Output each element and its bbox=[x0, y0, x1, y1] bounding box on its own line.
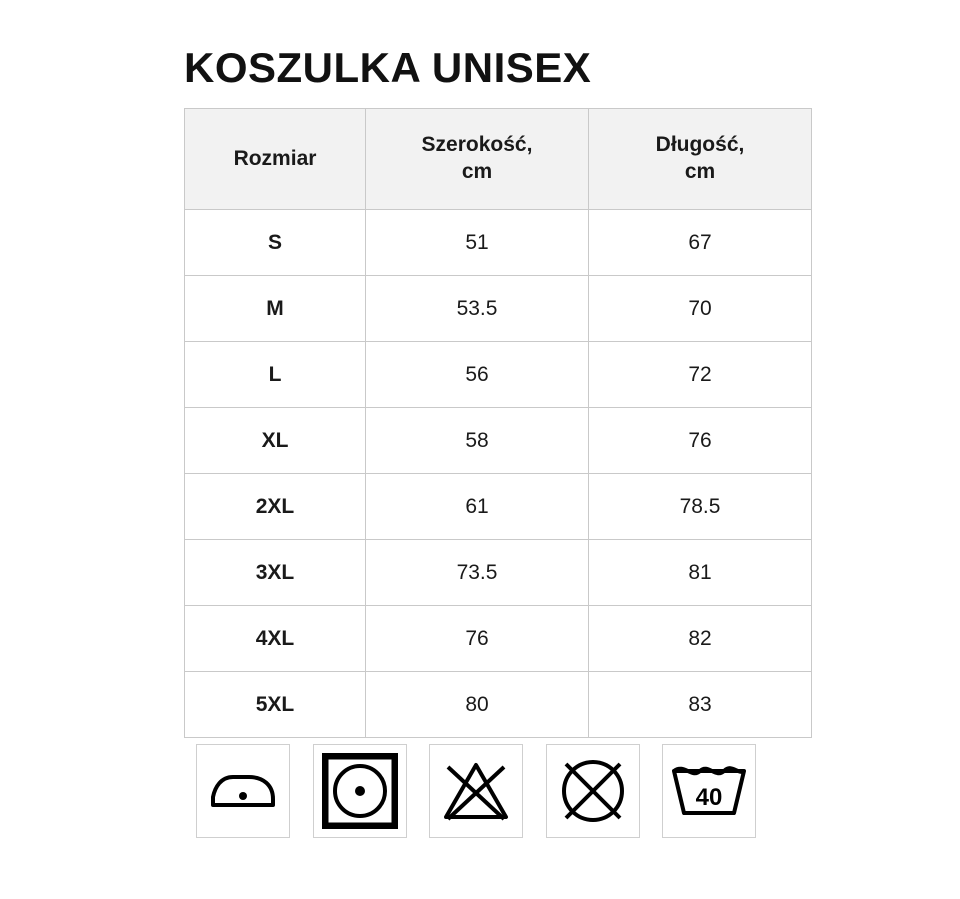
table-row bbox=[185, 606, 812, 672]
cell-length: 81 bbox=[589, 540, 812, 606]
cell-width: 61 bbox=[366, 474, 589, 540]
cell-width: 73.5 bbox=[366, 540, 589, 606]
cell-size: 4XL bbox=[185, 606, 366, 672]
column-header-length-line2: cm bbox=[684, 160, 716, 183]
iron-low-temperature-icon bbox=[196, 744, 290, 838]
do-not-bleach-icon bbox=[429, 744, 523, 838]
cell-width: 58 bbox=[366, 408, 589, 474]
do-not-dry-clean-icon bbox=[546, 744, 640, 838]
cell-width: 80 bbox=[366, 672, 589, 738]
cell-size: M bbox=[185, 276, 366, 342]
cell-width: 51 bbox=[366, 210, 589, 276]
column-header-width-line2: cm bbox=[461, 160, 493, 183]
page-title: KOSZULKA UNISEX bbox=[184, 44, 592, 91]
cell-width: 56 bbox=[366, 342, 589, 408]
table-row bbox=[185, 540, 812, 606]
cell-size: 5XL bbox=[185, 672, 366, 738]
size-table bbox=[184, 108, 812, 738]
table-row bbox=[185, 672, 812, 738]
cell-length: 78.5 bbox=[589, 474, 812, 540]
table-row bbox=[185, 210, 812, 276]
column-header-width-line1: Szerokość, bbox=[421, 133, 533, 157]
table-body bbox=[185, 210, 812, 738]
table-header-row bbox=[185, 109, 812, 210]
cell-length: 67 bbox=[589, 210, 812, 276]
table-row bbox=[185, 342, 812, 408]
column-header-length bbox=[589, 109, 812, 210]
wash-40-degrees-icon bbox=[662, 744, 756, 838]
cell-size: 2XL bbox=[185, 474, 366, 540]
column-header-size: Rozmiar bbox=[185, 109, 366, 210]
cell-length: 76 bbox=[589, 408, 812, 474]
cell-size: S bbox=[185, 210, 366, 276]
cell-size: 3XL bbox=[185, 540, 366, 606]
cell-size: L bbox=[185, 342, 366, 408]
column-header-width bbox=[366, 109, 589, 210]
cell-width: 76 bbox=[366, 606, 589, 672]
table-header bbox=[185, 109, 812, 210]
tumble-dry-normal-icon bbox=[313, 744, 407, 838]
care-symbols-row bbox=[196, 744, 756, 838]
wash-temperature-label: 40 bbox=[695, 784, 723, 811]
cell-width: 53.5 bbox=[366, 276, 589, 342]
table-row bbox=[185, 474, 812, 540]
cell-length: 70 bbox=[589, 276, 812, 342]
table-row bbox=[185, 276, 812, 342]
cell-length: 82 bbox=[589, 606, 812, 672]
cell-length: 72 bbox=[589, 342, 812, 408]
column-header-length-line1: Długość, bbox=[655, 133, 745, 157]
table-row bbox=[185, 408, 812, 474]
cell-length: 83 bbox=[589, 672, 812, 738]
cell-size: XL bbox=[185, 408, 366, 474]
